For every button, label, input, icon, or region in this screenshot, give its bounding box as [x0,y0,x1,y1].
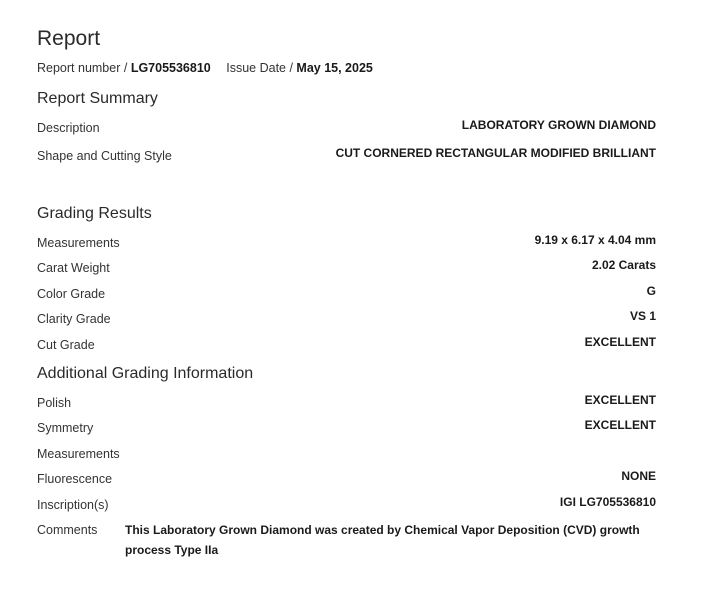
additional-grading-heading: Additional Grading Information [37,365,254,382]
row-label: Shape and Cutting Style [37,149,172,163]
row-value: LABORATORY GROWN DIAMOND [461,118,656,132]
grading-results-heading: Grading Results [37,205,152,222]
report-page [37,0,657,594]
row-label: Symmetry [37,421,94,435]
row-label: Color Grade [37,287,106,301]
row-value: EXCELLENT [584,393,656,407]
row-value: VS 1 [629,309,656,323]
grading-row-measurements [37,233,656,253]
comments-label: Comments [37,523,98,537]
additional-row-polish [37,393,656,413]
summary-row-shape [37,146,656,166]
issue-date-value: May 15, 2025 [296,61,373,75]
row-label: Clarity Grade [37,312,111,326]
row-value: G [646,284,656,298]
row-label: Carat Weight [37,261,110,275]
row-label: Fluorescence [37,472,113,486]
row-value: 9.19 x 6.17 x 4.04 mm [534,233,656,247]
report-number-value: LG705536810 [130,61,211,75]
row-value: 2.02 Carats [591,258,656,272]
additional-row-comments [37,520,656,562]
report-number-label: Report number / [37,61,128,75]
row-label: Measurements [37,447,120,461]
row-label: Cut Grade [37,338,95,352]
additional-row-inscriptions [37,495,656,515]
row-value: IGI LG705536810 [559,495,656,509]
row-label: Description [37,121,100,135]
additional-row-fluorescence [37,469,656,489]
additional-row-symmetry [37,418,656,438]
row-label: Inscription(s) [37,498,109,512]
report-summary-heading: Report Summary [37,90,158,107]
grading-row-color-grade [37,284,656,304]
summary-row-description [37,118,656,138]
report-meta [37,61,373,75]
grading-row-clarity-grade [37,309,656,329]
grading-row-cut-grade [37,335,656,355]
comments-text: This Laboratory Grown Diamond was created by Chemical Vapor Deposition (CVD) growth process Type IIa [125,523,640,557]
row-value: EXCELLENT [584,418,656,432]
row-label: Measurements [37,236,120,250]
issue-date-label: Issue Date / [226,61,293,75]
row-label: Polish [37,396,72,410]
report-title: Report [37,27,101,50]
additional-row-measurements [37,444,656,464]
row-value: EXCELLENT [584,335,656,349]
row-value: NONE [621,469,656,483]
row-value: CUT CORNERED RECTANGULAR MODIFIED BRILLIANT [335,146,656,160]
grading-row-carat-weight [37,258,656,278]
